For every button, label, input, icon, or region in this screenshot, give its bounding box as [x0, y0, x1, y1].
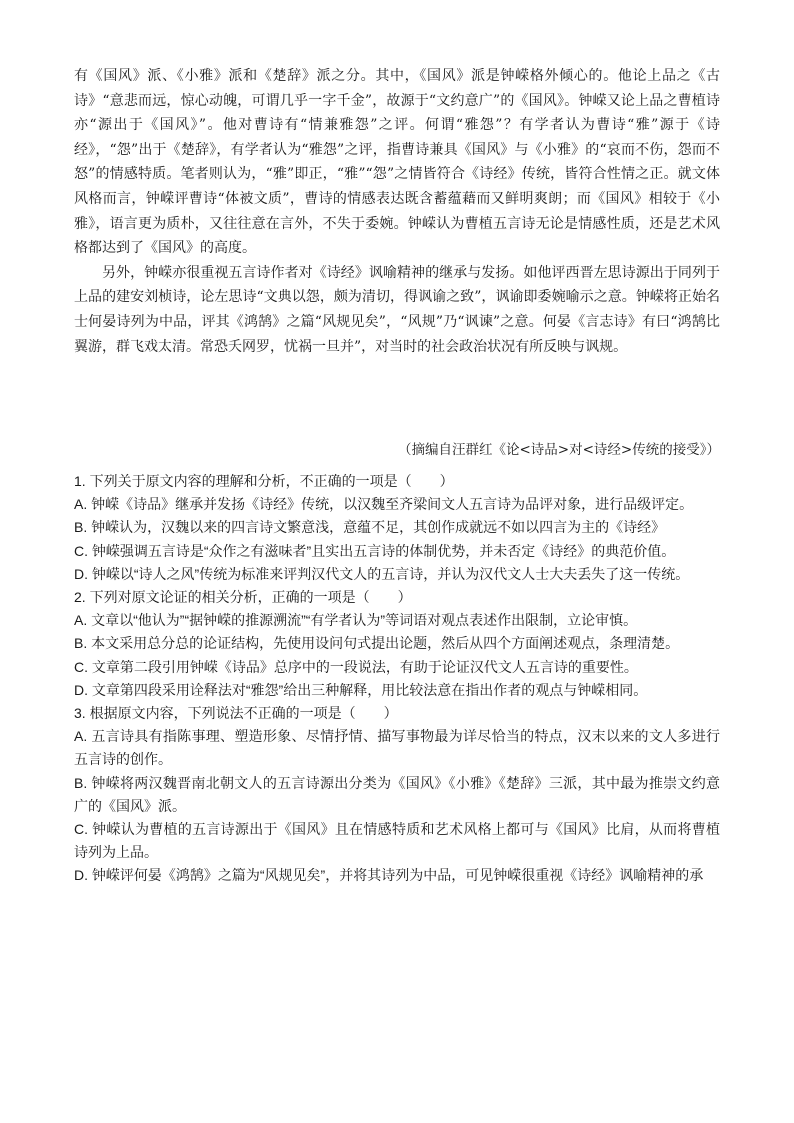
option-b: B. 钟嵘认为，汉魏以来的四言诗文繁意浅，意蕴不足，其创作成就远不如以四言为主的《诗经》	[74, 519, 666, 536]
option-b: B. 钟嵘将两汉魏晋南北朝文人的五言诗源出分类为《国风》《小雅》《楚辞》三派，其中最为推崇文约意广的《国风》派。	[74, 774, 720, 814]
question-list	[74, 470, 720, 888]
option-a: A. 五言诗具有指陈事理、塑造形象、尽情抒情、描写事物最为详尽恰当的特点，汉末以来的文人多进行五言诗的创作。	[74, 728, 720, 768]
option-d: D. 钟嵘评何晏《鸿鹄》之篇为“风规见矣”，并将其诗列为中品，可见钟嵘很重视《诗经》讽喻精神的承	[74, 867, 704, 884]
reading-passage	[74, 64, 720, 359]
question-3	[74, 702, 720, 888]
option-a: A. 钟嵘《诗品》继承并发扬《诗经》传统，以汉魏至齐梁间文人五言诗为品评对象，进行品级评定。	[74, 496, 694, 513]
option-c: C. 钟嵘认为曹植的五言诗源出于《国风》且在情感特质和艺术风格上都可与《国风》比肩，从而将曹植诗列为上品。	[74, 821, 720, 861]
question-stem: 1. 下列关于原文内容的理解和分析，不正确的一项是（ ）	[74, 473, 454, 489]
passage-source: （摘编自汪群红《论<诗品>对<诗经>传统的接受》）	[398, 442, 720, 458]
question-2	[74, 586, 720, 702]
option-c: C. 文章第二段引用钟嵘《诗品》总序中的一段说法，有助于论证汉代文人五言诗的重要性。	[74, 658, 638, 675]
option-c: C. 钟嵘强调五言诗是“众作之有滋味者”且实出五言诗的体制优势，并未否定《诗经》的典范价值。	[74, 542, 676, 559]
option-d: D. 钟嵘以“诗人之风”传统为标准来评判汉代文人的五言诗，并认为汉代文人士大夫丢失了这一传统。	[74, 565, 690, 582]
question-1	[74, 470, 720, 586]
question-stem: 2. 下列对原文论证的相关分析，正确的一项是（ ）	[74, 589, 412, 606]
passage-paragraph-1: 有《国风》派、《小雅》派和《楚辞》派之分。其中，《国风》派是钟嵘格外倾心的。他论上品之《古诗》“意悲而远，惊心动魄，可谓几乎一字千金”，故源于“文约意广”的《国风》。钟嵘又论上品之曹植诗亦“源出于《国风》”。他对曹诗有“情兼雅怨”之评。何谓“雅怨”？有学者认为曹诗“雅”源于《诗经》，“怨”出于《楚辞》，有学者认为“雅怨”之评，指曹诗兼具《国风》与《小雅》的“哀而不伤，怨而不怒”的情感特质。笔者则认为，“雅”即正，“雅”“怨”之情皆符合《诗经》传统，皆符合性情之正。就文体风格而言，钟嵘评曹诗“体被文质”，曹诗的情感表达既含蓄蕴藉而又鲜明爽朗；而《国风》相较于《小雅》，语言更为质朴，又往往意在言外，不失于委婉。钟嵘认为曹植五言诗无论是情感性质，还是艺术风格都达到了《国风》的高度。	[74, 68, 720, 257]
passage-paragraph-2: 另外，钟嵘亦很重视五言诗作者对《诗经》讽喻精神的继承与发扬。如他评西晋左思诗源出于同列于上品的建安刘桢诗，论左思诗“文典以怨，颇为清切，得讽谕之致”，讽谕即委婉喻示之意。钟嵘将正始名士何晏诗列为中品，评其《鸿鹄》之篇“风规见矣”，“风规”乃“讽谏”之意。何晏《言志诗》有曰“鸿鹄比翼游，群飞戏太清。常恐夭网罗，忧祸一旦并”，对当时的社会政治状况有所反映与讽规。	[74, 264, 720, 355]
option-a: A. 文章以“他认为”“据钟嵘的推源溯流”“有学者认为”等词语对观点表述作出限制，立论审慎。	[74, 612, 638, 629]
question-stem: 3. 根据原文内容，下列说法不正确的一项是（ ）	[74, 705, 398, 722]
option-b: B. 本文采用总分总的论证结构，先使用设问句式提出论题，然后从四个方面阐述观点，条理清楚。	[74, 635, 680, 652]
option-d: D. 文章第四段采用诠释法对“雅怨”给出三种解释，用比较法意在指出作者的观点与钟嵘相同。	[74, 681, 648, 698]
